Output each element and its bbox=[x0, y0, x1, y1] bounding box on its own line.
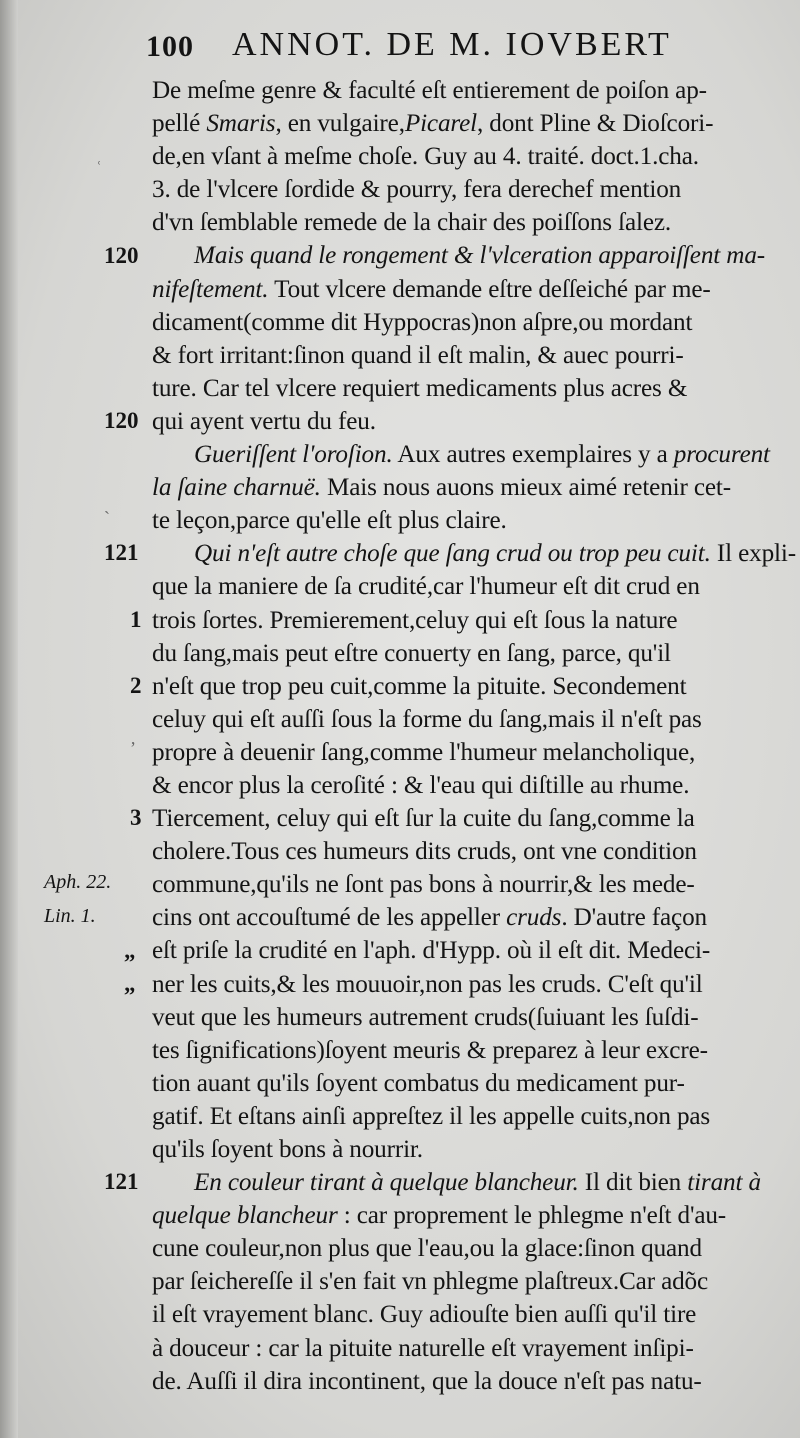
text-run: cins ont accouſtumé de les appeller bbox=[152, 904, 507, 932]
ink-speck: ʼ bbox=[130, 738, 136, 758]
text-run: dicament(comme dit Hyppocras)non aſpre,ou mordant bbox=[152, 308, 693, 336]
text-line bbox=[152, 273, 792, 306]
margin-note: Lin. 1. bbox=[44, 904, 96, 927]
text-line bbox=[152, 74, 792, 107]
text-line bbox=[152, 438, 792, 471]
margin-note: 121 bbox=[104, 1169, 139, 1195]
italic-text: Smaris bbox=[206, 110, 276, 138]
text-line bbox=[152, 405, 792, 438]
text-run: à douceur : car la pituite naturelle eſt vrayement inſipi- bbox=[152, 1334, 694, 1362]
text-line bbox=[152, 968, 792, 1001]
text-line bbox=[152, 1265, 792, 1298]
text-run: , en vulgaire, bbox=[275, 110, 405, 138]
margin-note: 121 bbox=[104, 540, 139, 566]
text-run: De meſme genre & faculté eſt entierement de poiſon ap- bbox=[152, 77, 707, 104]
text-run: tes ſignifications)ſoyent meuris & preparez à leur excre- bbox=[152, 1036, 708, 1064]
text-run: , dont Pline & Dioſcori- bbox=[477, 110, 714, 138]
text-run: Mais nous auons mieux aimé retenir cet- bbox=[320, 474, 732, 502]
text-line bbox=[152, 1067, 792, 1100]
text-run: Tiercement, celuy qui eſt ſur la cuite du ſang,comme la bbox=[152, 805, 695, 833]
text-run: ner les cuits,& les mouuoir,non pas les cruds. C'eſt qu'il bbox=[152, 970, 703, 998]
body-text bbox=[152, 74, 796, 1398]
italic-text: Gueriſſent l'oroſion. bbox=[194, 441, 393, 469]
text-run: & encor plus la ceroſité : & l'eau qui diſtille au rhume. bbox=[152, 771, 690, 799]
text-line bbox=[152, 206, 792, 239]
italic-text: tirant à bbox=[687, 1169, 761, 1197]
text-run: propre à deuenir ſang,comme l'humeur melancholique, bbox=[152, 738, 696, 766]
text-run: commune,qu'ils ne ſont pas bons à nourrir,& les mede- bbox=[152, 871, 695, 899]
text-run: cholere.Tous ces humeurs dits cruds, ont vne condition bbox=[152, 838, 697, 866]
text-line bbox=[152, 1001, 792, 1034]
text-run: qu'ils ſoyent bons à nourrir. bbox=[152, 1136, 423, 1163]
text-run: Tout vlcere demande eſtre deſſeiché par me- bbox=[268, 275, 711, 303]
text-line bbox=[152, 835, 792, 868]
italic-text: la ſaine charnuë. bbox=[152, 474, 321, 502]
margin-note: 1 bbox=[130, 606, 142, 632]
text-run: Aux autres exemplaires y a bbox=[392, 441, 674, 469]
page-header bbox=[146, 26, 766, 70]
italic-text: En couleur tirant à quelque blancheur. bbox=[194, 1169, 579, 1197]
text-line bbox=[152, 173, 792, 206]
running-title: ANNOT. DE M. IOVBERT bbox=[232, 26, 672, 63]
text-run: qui ayent vertu du feu. bbox=[152, 407, 376, 435]
text-run: trois ſortes. Premierement,celuy qui eſt ſous la nature bbox=[152, 606, 678, 634]
ink-speck: ʿ bbox=[96, 158, 102, 178]
text-run: 3. de l'vlcere ſordide & pourry, fera derechef mention bbox=[152, 176, 682, 204]
text-line bbox=[152, 703, 792, 736]
text-run: . D'autre façon bbox=[561, 904, 707, 932]
italic-text: procurent bbox=[673, 441, 770, 469]
text-line bbox=[152, 372, 792, 405]
text-run: Il dit bien bbox=[578, 1169, 688, 1197]
margin-note: 3 bbox=[130, 805, 142, 831]
text-line bbox=[152, 306, 792, 339]
text-line bbox=[152, 1100, 792, 1133]
ink-speck: ˋ bbox=[104, 508, 110, 528]
margin-note: 120 bbox=[104, 242, 139, 268]
text-line bbox=[152, 637, 792, 670]
text-line bbox=[152, 1133, 792, 1166]
text-line bbox=[152, 604, 792, 637]
margin-note: 120 bbox=[104, 408, 139, 433]
text-run: eſt priſe la crudité en l'aph. d'Hypp. où il eſt dit. Medeci- bbox=[152, 937, 711, 965]
text-line bbox=[152, 339, 792, 372]
text-run: gatif. Et eſtans ainſi appreſtez il les appelle cuits,non pas bbox=[152, 1102, 711, 1130]
text-run: & fort irritant:ſinon quand il eſt malin, & auec pourri- bbox=[152, 341, 684, 369]
italic-text: cruds bbox=[506, 904, 562, 932]
text-line bbox=[152, 239, 792, 272]
text-run: tion auant qu'ils ſoyent combatus du medicament pur- bbox=[152, 1069, 685, 1097]
text-run: du ſang,mais peut eſtre conuerty en ſang, parce, qu'il bbox=[152, 639, 671, 667]
text-run: il eſt vrayement blanc. Guy adiouſte bien auſſi qu'il tire bbox=[152, 1301, 697, 1329]
text-line bbox=[152, 537, 796, 570]
margin-note: „ bbox=[124, 970, 136, 996]
text-run: ture. Car tel vlcere requiert medicaments plus acres & bbox=[152, 374, 688, 402]
text-line bbox=[152, 901, 792, 934]
italic-text: quelque blancheur bbox=[152, 1202, 338, 1230]
text-line bbox=[152, 1365, 792, 1398]
text-line bbox=[152, 1332, 792, 1365]
text-run: veut que les humeurs autrement cruds(ſuiuant les ſuſdi- bbox=[152, 1003, 699, 1031]
text-run: par ſeichereſſe il s'en fait vn phlegme plaſtreux.Car adõc bbox=[152, 1268, 709, 1296]
text-line bbox=[152, 1298, 792, 1331]
text-line bbox=[152, 107, 792, 140]
text-run: cune couleur,non plus que l'eau,ou la glace:ſinon quand bbox=[152, 1235, 702, 1263]
text-run: d'vn ſemblable remede de la chair des poiſſons ſalez. bbox=[152, 209, 672, 237]
italic-text: Qui n'eſt autre choſe que ſang crud ou trop peu cuit. bbox=[194, 540, 711, 568]
text-line bbox=[152, 504, 792, 537]
text-run: celuy qui eſt auſſi ſous la forme du ſang,mais il n'eſt pas bbox=[152, 705, 702, 733]
text-run: pellé bbox=[152, 110, 207, 138]
text-run: te leçon,parce qu'elle eſt plus claire. bbox=[152, 507, 507, 535]
margin-note: Aph. 22. bbox=[44, 871, 112, 894]
text-run: : car proprement le phlegme n'eſt d'au- bbox=[337, 1202, 727, 1230]
text-line bbox=[152, 868, 792, 901]
text-run: Il expli- bbox=[710, 540, 796, 568]
text-line bbox=[152, 1199, 792, 1232]
text-line bbox=[152, 769, 792, 802]
italic-text: Picarel bbox=[404, 110, 477, 138]
italic-text: nifeſtement. bbox=[152, 275, 269, 303]
text-line bbox=[152, 471, 792, 504]
text-run: n'eſt que trop peu cuit,comme la pituite. Secondement bbox=[152, 672, 687, 700]
text-line bbox=[152, 1034, 792, 1067]
text-run: de,en vſant à meſme choſe. Guy au 4. traité. doct.1.cha. bbox=[152, 143, 699, 171]
text-line bbox=[152, 934, 792, 967]
text-line bbox=[152, 1232, 792, 1265]
text-line bbox=[152, 570, 792, 603]
text-line bbox=[152, 802, 792, 835]
text-line bbox=[152, 736, 792, 769]
margin-note: „ bbox=[124, 937, 136, 963]
margin-note: 2 bbox=[130, 672, 142, 698]
italic-text: Mais quand le rongement & l'vlceration apparoiſſent ma- bbox=[194, 242, 766, 270]
text-run: que la maniere de ſa crudité,car l'humeur eſt dit crud en bbox=[152, 573, 700, 601]
text-line bbox=[152, 1166, 792, 1199]
text-line bbox=[152, 140, 792, 173]
page-number: 100 bbox=[146, 30, 194, 63]
text-line bbox=[152, 670, 792, 703]
text-run: de. Auſſi il dira incontinent, que la douce n'eſt pas natu- bbox=[152, 1367, 702, 1395]
